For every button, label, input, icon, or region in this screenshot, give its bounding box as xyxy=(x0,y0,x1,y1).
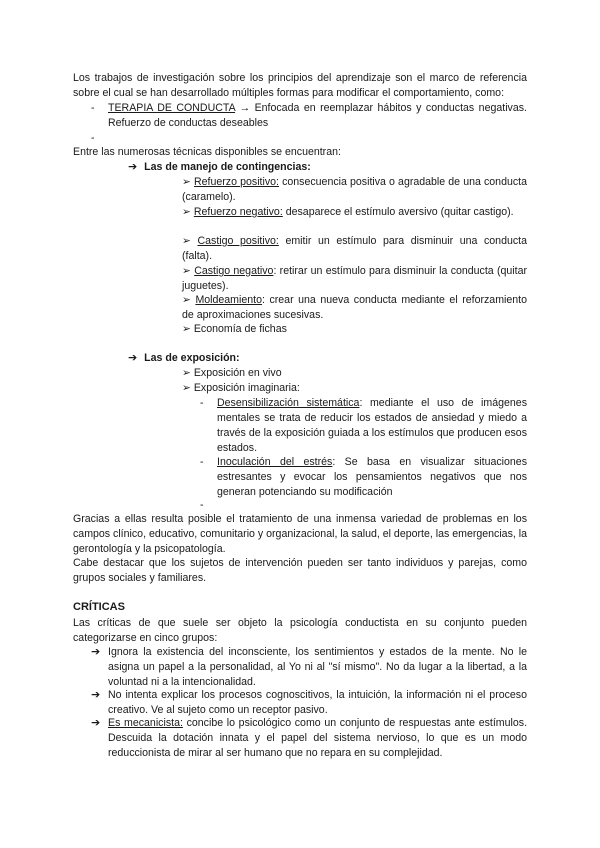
contingency-item xyxy=(182,264,527,294)
exposure-item xyxy=(182,366,527,381)
item-desc: : mediante el uso de imágenes mentales se trata de reducir los estados de ansiedad y miedo a través de la exposición guiada a los estímulos que producen esos estados. xyxy=(217,397,527,454)
list-dash: - xyxy=(200,499,204,511)
item-term: Castigo positivo: xyxy=(197,235,279,247)
item-desc: : Se basa en visualizar situaciones estresantes y evocar los pensamientos negativos que nos generan potenciando su modificación xyxy=(217,456,527,498)
bullet-arrow-icon: ➢ xyxy=(182,176,191,188)
bullet-arrow-icon: ➢ xyxy=(182,367,191,379)
item-desc: emitir un estímulo para disminuir una conducta (falta). xyxy=(182,235,527,262)
exposure-subitem xyxy=(217,455,527,500)
item-term: Es mecanicista: xyxy=(108,717,183,729)
contingency-item xyxy=(182,322,527,337)
item-term: Refuerzo negativo: xyxy=(193,206,283,218)
gracias-paragraph: Gracias a ellas resulta posible el tratamiento de una inmensa variedad de problemas en los campos clínico, educativo, comunitario y organizacional, la salud, el deporte, las emergencias, la gerontología y la psicopatología. xyxy=(73,513,528,555)
cabe-paragraph: Cabe destacar que los sujetos de intervención pueden ser tanto individuos y parejas, como grupos sociales y familiares. xyxy=(73,557,527,584)
item-desc: Exposición en vivo xyxy=(193,367,282,379)
bullet-arrow-icon: ➢ xyxy=(182,235,191,247)
item-desc: concibe lo psicológico como un conjunto de respuestas ante estímulos. Descuida la dotación innata y el papel del sistema nervioso, lo que es un modo reduccionista de mirar al ser humano que no repara en su complejidad. xyxy=(108,717,528,759)
contingency-item xyxy=(182,205,527,220)
item-desc: Economía de fichas xyxy=(193,323,287,335)
bullet-arrow-icon: ➢ xyxy=(182,382,191,394)
arrow-bullet-icon: ➔ xyxy=(128,161,138,173)
exposure-heading xyxy=(128,351,528,366)
item-desc: Exposición imaginaria: xyxy=(193,382,300,394)
list-dash: - xyxy=(91,132,95,144)
bullet-arrow-icon: ➢ xyxy=(182,294,191,306)
terapia-item xyxy=(108,101,527,131)
terapia-term: TERAPIA DE CONDUCTA xyxy=(108,102,236,114)
item-term: Moldeamiento xyxy=(195,294,262,306)
techniques-intro: Entre las numerosas técnicas disponibles se encuentran: xyxy=(73,146,341,158)
item-desc: Ignora la existencia del inconsciente, los sentimientos y estados de la mente. No le asigna un papel a la personalidad, al Yo ni al "sí mismo". No da lugar a la libertad, a la voluntad ni a la intencionalidad. xyxy=(108,646,527,688)
list-dash: - xyxy=(200,397,204,409)
item-desc: : crear una nueva conducta mediante el reforzamiento de aproximaciones sucesivas. xyxy=(182,294,527,321)
exposure-title: Las de exposición: xyxy=(144,352,240,364)
arrow-bullet-icon: ➔ xyxy=(128,352,138,364)
terapia-description: Enfocada en reemplazar hábitos y conductas negativas. Refuerzo de conductas deseables xyxy=(108,102,527,129)
item-desc: No intenta explicar los procesos cognoscitivos, la intuición, la información ni el proceso creativo. Ve al sujeto como un receptor pasivo. xyxy=(108,689,527,716)
item-term: Inoculación del estrés xyxy=(217,456,333,468)
contingency-item xyxy=(182,293,527,323)
criticism-item xyxy=(108,716,527,761)
exposure-subitem xyxy=(217,396,527,456)
arrow-symbol: → xyxy=(239,102,251,114)
item-term: Refuerzo positivo: xyxy=(194,176,279,188)
bullet-arrow-icon: ➢ xyxy=(182,206,191,218)
bullet-arrow-icon: ➢ xyxy=(182,323,191,335)
contingency-item xyxy=(182,234,527,264)
exposure-item xyxy=(182,381,527,396)
intro-paragraph: Los trabajos de investigación sobre los principios del aprendizaje son el marco de referencia sobre el cual se han desarrollado múltiples formas para modificar el comportamiento, como: xyxy=(73,72,527,99)
contingency-item xyxy=(182,175,527,205)
contingency-title: Las de manejo de contingencias: xyxy=(144,161,311,173)
criticism-item xyxy=(108,688,527,718)
criticism-item xyxy=(108,645,527,690)
arrow-bullet-icon: ➔ xyxy=(91,689,101,701)
item-term: Castigo negativo xyxy=(194,265,274,277)
arrow-bullet-icon: ➔ xyxy=(91,717,101,729)
list-dash: - xyxy=(200,456,204,468)
criticas-heading: CRÍTICAS xyxy=(73,601,125,613)
contingency-heading xyxy=(128,160,528,175)
item-desc: desaparece el estímulo aversivo (quitar castigo). xyxy=(282,206,514,218)
criticas-intro: Las críticas de que suele ser objeto la psicología conductista en su conjunto pueden categorizarse en cinco grupos: xyxy=(73,617,527,644)
bullet-arrow-icon: ➢ xyxy=(182,265,191,277)
item-desc: : retirar un estímulo para disminuir la conducta (quitar juguetes). xyxy=(182,265,527,292)
list-dash: - xyxy=(91,102,95,114)
arrow-bullet-icon: ➔ xyxy=(91,646,101,658)
item-term: Desensibilización sistemática xyxy=(217,397,360,409)
item-desc: consecuencia positiva o agradable de una conducta (caramelo). xyxy=(182,176,527,203)
